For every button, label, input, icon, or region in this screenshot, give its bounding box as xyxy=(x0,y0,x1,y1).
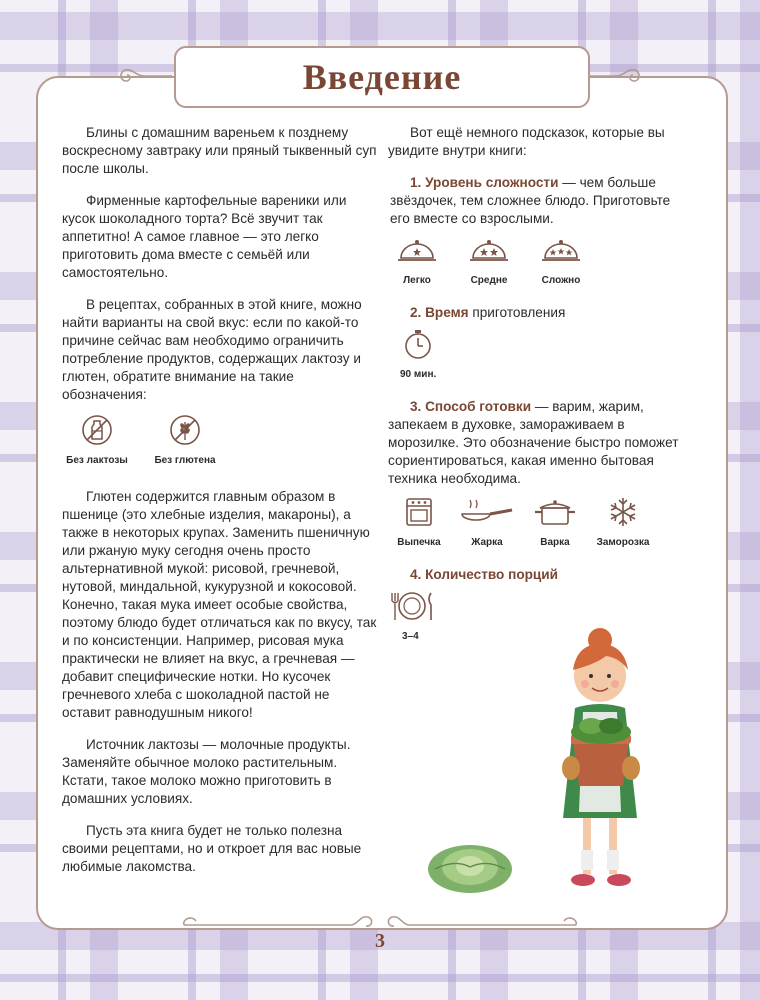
paragraph: Глютен содержится главным образом в пшенице (это хлебные изделия, макароны), а также в некоторых крупах. Заменить пшеничную или ржаную муку сегодня очень просто альтернативной мукой: рисовой, гречневой, нутовой, миндальной, кукурузной и кокосовой. Конечно, такая мука имеет особые свойства, поэтому блюдо будет отличаться как по вкусу, так и по консистенции. Например, рисовая мука практически не влияет на вкус, а гречневая — добавит специфические нотки. Но кусочек гречневого хлеба с шоколадной пастой не оставит равнодушным никого! xyxy=(62,489,377,720)
right-column xyxy=(388,124,688,660)
paragraph: Вот ещё немного подсказок, которые вы увидите внутри книги: xyxy=(388,125,665,158)
diet-lactose-free xyxy=(66,414,128,470)
method-label: Заморозка xyxy=(596,537,650,548)
paragraph: В рецептах, собранных в этой книге, можно найти варианты на свой вкус: если по какой-то причине сейчас вам необходимо ограничить потребление продуктов, содержащих лактозу и глютен, обратите внимание на такие обозначения: xyxy=(62,297,362,402)
method-icons xyxy=(388,496,688,552)
cabbage-illustration xyxy=(425,833,515,895)
oven-icon xyxy=(402,496,436,528)
page-number: 3 xyxy=(375,930,385,952)
cloche-one-star-icon xyxy=(396,236,438,266)
title-box xyxy=(174,46,590,108)
difficulty-medium xyxy=(458,236,520,290)
section-text: — чем больше звёздочек, тем сложнее блюдо. Приготовьте его вместе со взрослыми. xyxy=(390,175,671,226)
cloche-three-stars-icon xyxy=(540,236,582,266)
method-label: Выпечка xyxy=(397,537,441,548)
difficulty-label: Средне xyxy=(470,275,508,286)
diet-icons xyxy=(66,414,380,470)
time-label: 90 мин. xyxy=(400,369,437,380)
wheat-icon xyxy=(169,414,201,446)
plate-cutlery-icon xyxy=(388,590,436,622)
stopwatch-icon xyxy=(402,328,434,360)
servings-label: 3–4 xyxy=(402,631,419,642)
section-difficulty xyxy=(388,174,688,228)
section-text: — варим, жарим, запекаем в духовке, замораживаем в морозилке. Это обозначение быстро поможет сориентироваться, какая именно бытовая техника необходима. xyxy=(388,399,679,486)
paragraph: Источник лактозы — молочные продукты. Заменяйте обычное молоко растительным. Кстати, такое молоко можно приготовить в домашних условиях. xyxy=(62,737,351,806)
method-label: Варка xyxy=(540,537,570,548)
section-method xyxy=(388,398,688,488)
snowflake-icon xyxy=(607,496,639,528)
section-heading: 1. Уровень сложности xyxy=(410,175,559,190)
method-frying xyxy=(456,496,518,552)
milk-bottle-icon xyxy=(81,414,113,446)
difficulty-easy xyxy=(386,236,448,290)
method-label: Жарка xyxy=(471,537,503,548)
section-servings xyxy=(388,566,688,584)
section-heading: 3. Способ готовки xyxy=(410,399,532,414)
difficulty-label: Легко xyxy=(403,275,431,286)
girl-with-plant-illustration xyxy=(545,628,675,908)
time-item xyxy=(388,328,437,384)
title-ornament-right xyxy=(586,64,646,88)
pot-icon xyxy=(532,496,578,528)
left-column xyxy=(62,124,380,890)
section-heading: 4. Количество порций xyxy=(410,567,559,582)
method-freezing xyxy=(592,496,654,552)
diet-gluten-free xyxy=(154,414,216,470)
section-heading: 2. Время xyxy=(410,305,469,320)
title-ornament-left xyxy=(114,64,174,88)
paragraph: Фирменные картофельные вареники или кусок шоколадного торта? Всё звучит так аппетитно! А самое главное — это легко приготовить дома вместе с семьёй или самостоятельно. xyxy=(62,193,347,280)
section-text: приготовления xyxy=(468,305,566,320)
frying-pan-icon xyxy=(458,496,516,528)
difficulty-hard xyxy=(530,236,592,290)
page-title: Введение xyxy=(302,57,462,97)
method-baking xyxy=(388,496,450,552)
time-icons xyxy=(388,328,688,384)
servings-item xyxy=(388,590,438,646)
diet-label: Без лактозы xyxy=(66,455,128,466)
paragraph: Блины с домашним вареньем к позднему воскресному завтраку или пряный тыквенный суп после школы. xyxy=(62,125,377,176)
method-boiling xyxy=(524,496,586,552)
cloche-two-stars-icon xyxy=(468,236,510,266)
difficulty-label: Сложно xyxy=(541,275,581,286)
paragraph: Пусть эта книга будет не только полезна своими рецептами, но и откроет для вас новые любимые лакомства. xyxy=(62,823,362,874)
difficulty-icons xyxy=(386,236,688,290)
diet-label: Без глютена xyxy=(154,455,216,466)
section-time xyxy=(388,304,688,322)
